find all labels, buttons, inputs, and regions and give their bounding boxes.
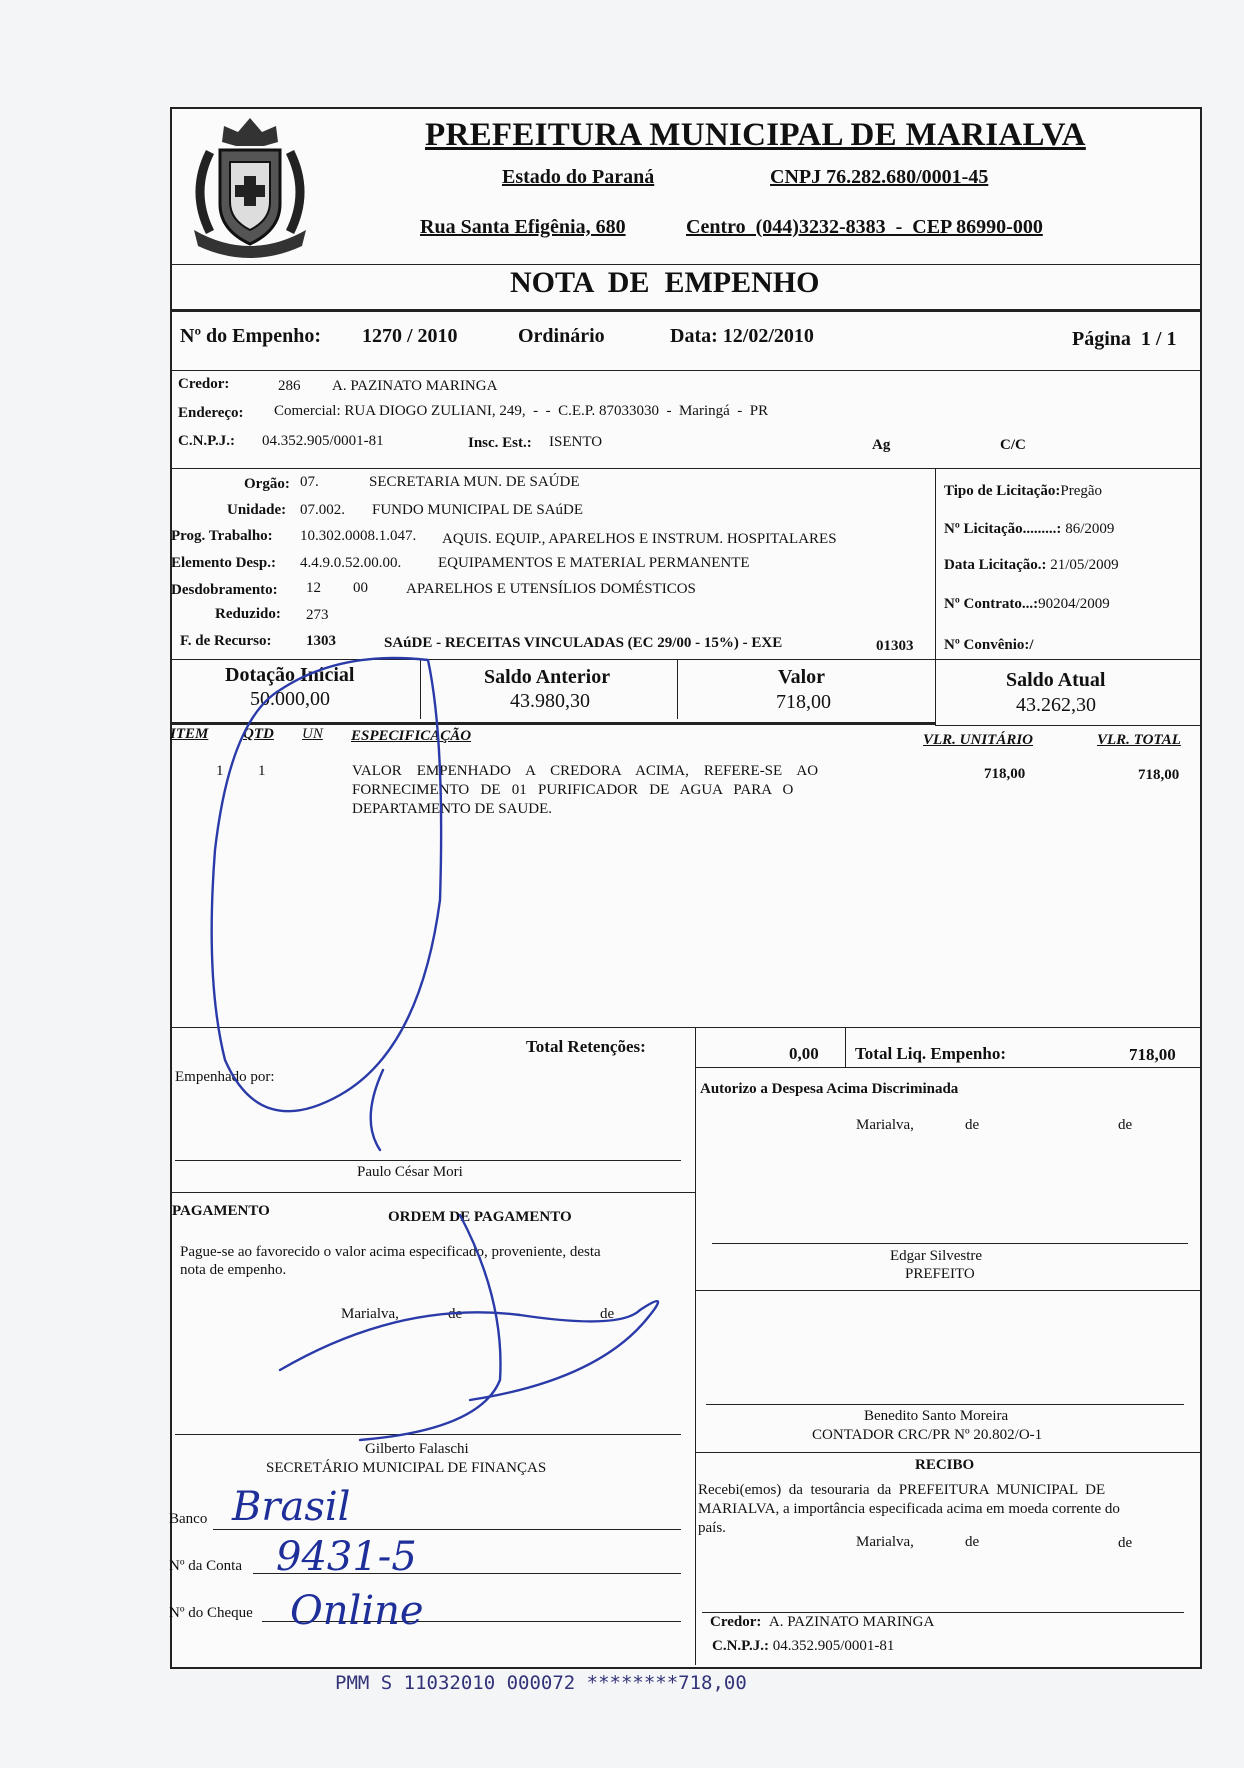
saldo-atual-label: Saldo Atual bbox=[1006, 669, 1106, 691]
empenhado-por-label: Empenhado por: bbox=[175, 1069, 275, 1085]
item-qtd: 1 bbox=[258, 763, 266, 779]
credor-label: Credor: bbox=[178, 376, 230, 392]
tipo-licitacao-label: Tipo de Licitação:Pregão bbox=[944, 483, 1103, 499]
empenho-number: 1270 / 2010 bbox=[362, 325, 458, 347]
unidade-label: Unidade: bbox=[227, 502, 287, 518]
state-label: Estado do Paraná bbox=[502, 166, 655, 188]
item-desc-line3: DEPARTAMENTO DE SAUDE. bbox=[352, 801, 552, 817]
total-liquido-label: Total Liq. Empenho: bbox=[855, 1044, 1006, 1063]
recurso-code: 1303 bbox=[306, 633, 336, 649]
recibo-line-1: Recebi(emos) da tesouraria da PREFEITURA MUNICIPAL DE bbox=[698, 1482, 1106, 1498]
payment-stamp: PMM S 11032010 000072 ********718,00 bbox=[335, 1672, 747, 1694]
recibo-cnpj: C.N.P.J.: 04.352.905/0001-81 bbox=[712, 1638, 895, 1654]
saldo-atual-value: 43.262,30 bbox=[1016, 694, 1096, 716]
autorizo-label: Autorizo a Despesa Acima Discriminada bbox=[700, 1081, 959, 1097]
col-item: ITEM bbox=[170, 726, 209, 742]
item-total-price: 718,00 bbox=[1138, 767, 1180, 783]
col-especificacao: ESPECIFICAÇÃO bbox=[351, 728, 472, 744]
prog-code: 10.302.0008.1.047. bbox=[300, 528, 417, 544]
col-un: UN bbox=[302, 726, 323, 742]
ordem-pagamento-label: ORDEM DE PAGAMENTO bbox=[388, 1209, 572, 1225]
elemento-code: 4.4.9.0.52.00.00. bbox=[300, 555, 402, 571]
item-desc-line2: FORNECIMENTO DE 01 PURIFICADOR DE AGUA PARA O bbox=[352, 782, 794, 798]
recibo-de-1: de bbox=[965, 1534, 980, 1550]
page-title: PREFEITURA MUNICIPAL DE MARIALVA bbox=[425, 117, 1086, 153]
address-label: Rua Santa Efigênia, 680 bbox=[420, 216, 626, 238]
recibo-line-2: MARIALVA, a importância especificada acima em moeda corrente do bbox=[698, 1501, 1120, 1517]
data-licitacao: Data Licitação.: 21/05/2009 bbox=[944, 557, 1119, 573]
contador-name: Benedito Santo Moreira bbox=[864, 1408, 1009, 1424]
insc-label: Insc. Est.: bbox=[468, 435, 532, 451]
recibo-title: RECIBO bbox=[915, 1457, 975, 1473]
pagamento-city: Marialva, bbox=[341, 1306, 399, 1322]
autorizo-de-2: de bbox=[1118, 1117, 1133, 1133]
orgao-code: 07. bbox=[300, 474, 319, 490]
endereco-label: Endereço: bbox=[178, 405, 244, 421]
col-vlr-unitario: VLR. UNITÁRIO bbox=[923, 732, 1034, 748]
desdobramento-value: APARELHOS E UTENSÍLIOS DOMÉSTICOS bbox=[406, 581, 696, 597]
recibo-city: Marialva, bbox=[856, 1534, 914, 1550]
orgao-value: SECRETARIA MUN. DE SAÚDE bbox=[369, 474, 580, 490]
secretario-name: Gilberto Falaschi bbox=[365, 1441, 469, 1457]
cheque-label: Nº do Cheque bbox=[169, 1605, 253, 1621]
desdobramento-sub: 00 bbox=[353, 580, 368, 596]
empenho-type: Ordinário bbox=[518, 325, 605, 347]
credor-name: A. PAZINATO MARINGA bbox=[332, 378, 498, 394]
credor-code: 286 bbox=[278, 378, 301, 394]
banco-handwritten: Brasil bbox=[232, 1484, 351, 1530]
contador-title: CONTADOR CRC/PR Nº 20.802/O-1 bbox=[812, 1427, 1043, 1443]
saldo-anterior-value: 43.980,30 bbox=[510, 690, 590, 712]
conta-handwritten: 9431-5 bbox=[276, 1534, 417, 1580]
valor-value: 718,00 bbox=[776, 691, 831, 713]
col-vlr-total: VLR. TOTAL bbox=[1097, 732, 1181, 748]
orgao-label: Orgão: bbox=[244, 476, 290, 492]
total-retencoes-value: 0,00 bbox=[789, 1044, 819, 1063]
valor-label: Valor bbox=[778, 666, 826, 688]
insc-value: ISENTO bbox=[549, 434, 603, 450]
unidade-code: 07.002. bbox=[300, 502, 345, 518]
cnpj-credor-label: C.N.P.J.: bbox=[178, 433, 235, 449]
prog-label: Prog. Trabalho: bbox=[171, 528, 273, 544]
total-liquido-value: 718,00 bbox=[1129, 1045, 1176, 1064]
recibo-de-2: de bbox=[1118, 1535, 1133, 1551]
pagamento-de-1: de bbox=[448, 1306, 463, 1322]
cnpj-credor-value: 04.352.905/0001-81 bbox=[262, 433, 384, 449]
cnpj-label: CNPJ 76.282.680/0001-45 bbox=[770, 166, 989, 188]
recurso-label: F. de Recurso: bbox=[180, 633, 272, 649]
elemento-value: EQUIPAMENTOS E MATERIAL PERMANENTE bbox=[438, 555, 750, 571]
conta-label: Nº da Conta bbox=[169, 1558, 242, 1574]
cheque-handwritten: Online bbox=[290, 1588, 424, 1634]
empenhado-por-name: Paulo César Mori bbox=[357, 1164, 463, 1180]
empenho-date: Data: 12/02/2010 bbox=[670, 325, 814, 347]
endereco-value: Comercial: RUA DIOGO ZULIANI, 249, - - C.E.P. 87033030 - Maringá - PR bbox=[274, 403, 769, 419]
reduzido-value: 273 bbox=[306, 607, 329, 623]
secretario-title: SECRETÁRIO MUNICIPAL DE FINANÇAS bbox=[266, 1460, 547, 1476]
reduzido-label: Reduzido: bbox=[215, 606, 281, 622]
banco-label: Banco bbox=[169, 1511, 208, 1527]
num-convenio: Nº Convênio:/ bbox=[944, 637, 1034, 653]
pagamento-text-2: nota de empenho. bbox=[180, 1262, 287, 1278]
total-retencoes-label: Total Retenções: bbox=[526, 1037, 646, 1056]
pagamento-label: PAGAMENTO bbox=[172, 1203, 270, 1219]
cc-label: C/C bbox=[1000, 437, 1026, 453]
document-title: NOTA DE EMPENHO bbox=[510, 266, 820, 299]
dotacao-inicial-value: 50.000,00 bbox=[250, 688, 330, 710]
recurso-value: SAúDE - RECEITAS VINCULADAS (EC 29/00 - 15%) - EXE bbox=[384, 635, 783, 651]
recibo-credor: Credor: A. PAZINATO MARINGA bbox=[710, 1614, 935, 1630]
autorizo-city: Marialva, bbox=[856, 1117, 914, 1133]
col-qtd: QTD bbox=[243, 726, 274, 742]
item-number: 1 bbox=[216, 763, 224, 779]
elemento-label: Elemento Desp.: bbox=[171, 555, 276, 571]
prog-value: AQUIS. EQUIP., APARELHOS E INSTRUM. HOSPITALARES bbox=[442, 531, 837, 547]
pagamento-text-1: Pague-se ao favorecido o valor acima especificado, proveniente, desta bbox=[180, 1244, 601, 1260]
recibo-line-3: país. bbox=[698, 1520, 726, 1536]
item-desc-line1: VALOR EMPENHADO A CREDORA ACIMA, REFERE-SE AO bbox=[352, 763, 819, 779]
num-contrato: Nº Contrato...:90204/2009 bbox=[944, 596, 1110, 612]
item-unit-price: 718,00 bbox=[984, 766, 1026, 782]
num-licitacao: Nº Licitação.........: 86/2009 bbox=[944, 521, 1115, 537]
page-number: Página 1 / 1 bbox=[1072, 328, 1177, 350]
unidade-value: FUNDO MUNICIPAL DE SAúDE bbox=[372, 502, 583, 518]
pagamento-de-2: de bbox=[600, 1306, 615, 1322]
autorizo-de-1: de bbox=[965, 1117, 980, 1133]
contact-label: Centro (044)3232-8383 - CEP 86990-000 bbox=[686, 216, 1043, 238]
ag-label: Ag bbox=[872, 437, 891, 453]
empenho-label: Nº do Empenho: bbox=[180, 325, 322, 347]
desdobramento-label: Desdobramento: bbox=[171, 582, 278, 598]
dotacao-inicial-label: Dotação Inicial bbox=[225, 664, 355, 686]
prefeito-title: PREFEITO bbox=[905, 1266, 975, 1282]
recurso-number: 01303 bbox=[876, 638, 914, 654]
desdobramento-code: 12 bbox=[306, 580, 321, 596]
saldo-anterior-label: Saldo Anterior bbox=[484, 666, 611, 688]
prefeito-name: Edgar Silvestre bbox=[890, 1248, 983, 1264]
